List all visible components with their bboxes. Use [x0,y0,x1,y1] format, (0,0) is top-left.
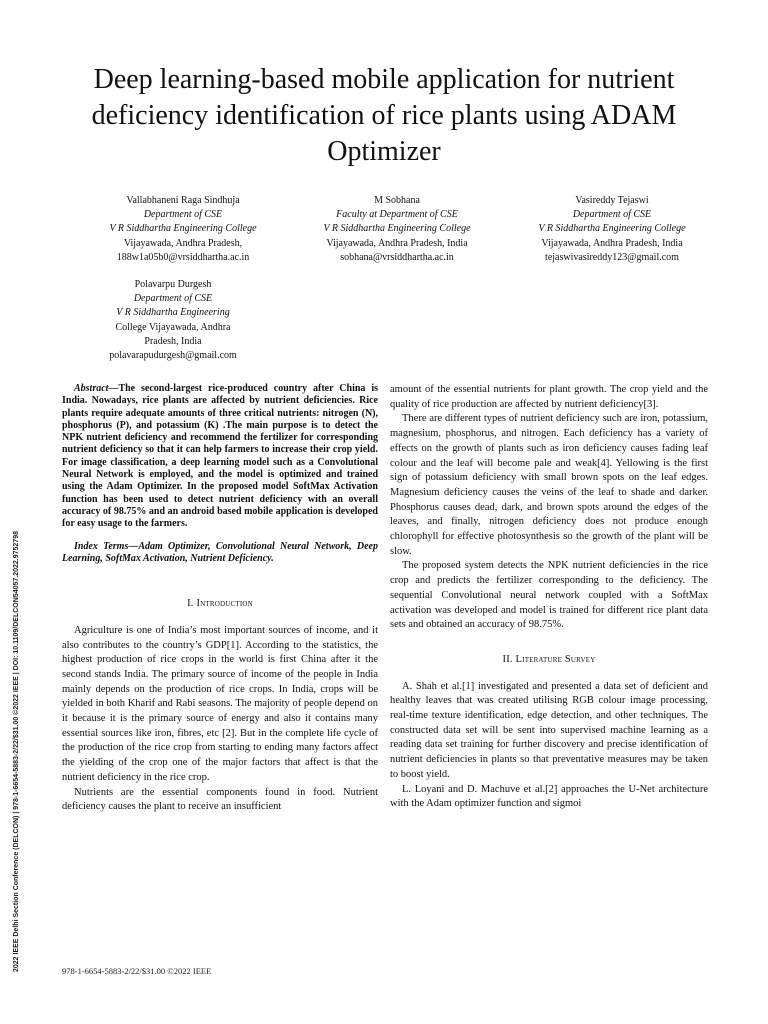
author-location: College Vijayawada, Andhra [115,321,231,333]
intro-paragraph-2: Nutrients are the essential components found in food. Nutrient deficiency causes the plant to receive an insufficient [62,786,378,813]
author-dept: Faculty at Department of CSE [336,209,458,221]
author-block-3 [527,194,697,265]
intro-paragraph-3: There are different types of nutrient deficiency such are iron, potassium, magnesium, phosphorus, and nitrogen. Each deficiency has a variety of effects on the growth of plants such as iron deficiency causes fading leaf colour and the leaf will become pale and weak[4]. Yellowing is the first sign of potassium deficiency with small brown spots on the leaf edges. Magnesium deficiency causes the veins of the leaf to shade and darker. Phosphorus causes dead, dark, and brown spots around the edges of the leaves, and finally, nitrogen deficiency does not produce enough chlorophyll for effective photosynthesis so the growth of the plant will be slow. [390,413,708,557]
right-column [390,383,708,812]
index-terms: Index Terms—Adam Optimizer, Convolutional Neural Network, Deep Learning, SoftMax Activation, Nutrient Deficiency. [62,540,378,564]
author-location-2: Pradesh, India [144,335,202,347]
left-column [62,383,378,815]
section-heading-introduction: I. Introduction [187,598,253,610]
author-email: 188w1a05b0@vrsiddhartha.ac.in [116,251,250,263]
page-footer: 978-1-6654-5883-2/22/$31.00 ©2022 IEEE [62,966,212,976]
author-location: Vijayawada, Andhra Pradesh, [123,237,243,249]
author-college: V R Siddhartha Engineering College [538,223,686,235]
author-name: Polavarpu Durgesh [134,279,212,290]
author-block-1 [98,194,268,265]
doi-side-note: 2022 IEEE Delhi Section Conference (DELCON) | 978-1-6654-5883-2/22/$31.00 ©2022 IEEE | DOI: 10.1109/DELCON54057.2022.9752798 [13,531,20,972]
paper-title: Deep learning-based mobile application for nutrient deficiency identification of rice plants using ADAM Optimizer [91,64,677,167]
author-college: V R Siddhartha Engineering [116,307,230,319]
author-dept: Department of CSE [572,209,652,221]
literature-paragraph-1: A. Shah et al.[1] investigated and presented a data set of deficient and healthy leaves that was created utilising RGB colour image processing, real-time texture identification, edge detection, and other techniques. The constructed data set will be sent into supervised machine learning as a reading data set training for further discovery and precise identification of nutrient deficiencies in plants so that preventative measures may be taken to boost yield. [390,680,708,780]
author-email: polavarapudurgesh@gmail.com [109,350,237,362]
intro-paragraph-4: The proposed system detects the NPK nutrient deficiencies in the rice crop and predicts the fertilizer corresponding to the deficiency. The sequential Convolutional neural network coupled with a SoftMax activation was developed and model is trained for different rice plant data sets and obtained an accuracy of 98.75%. [390,560,708,631]
author-location: Vijayawada, Andhra Pradesh, India [326,237,468,249]
author-name: Vasireddy Tejaswi [575,195,649,206]
author-college: V R Siddhartha Engineering College [323,223,471,235]
literature-paragraph-2: L. Loyani and D. Machuve et al.[2] approaches the U-Net architecture with the Adam optimizer function and sigmoi [390,783,708,810]
author-dept: Department of CSE [143,209,223,221]
author-dept: Department of CSE [133,293,213,305]
author-block-2 [312,194,482,265]
abstract-text: The second-largest rice-produced country after China is India. Nowadays, rice plants are affected by nutrient deficiencies. Rice plants require adequate amounts of three critical nutrients: nitrogen (N), phosphorus (P), and potassium (K) .The main purpose is to detect the NPK nutrient deficiency and recommend the fertilizer for corresponding nutrient deficiency so that it can help farmers to increase their crop yield. For image classification, a deep learning model such as a Convolutional Neural Network is employed, and the model is optimized and trained using the Adam Optimizer. In the proposed model SoftMax Activation function has been used to detect nutrient deficiency with an overall accuracy of 98.75% and an android based mobile application is developed for easy usage to the farmers. [62,383,378,530]
author-college: V R Siddhartha Engineering College [109,223,257,235]
author-email: sobhana@vrsiddhartha.ac.in [340,251,454,263]
author-name: M Sobhana [374,195,420,206]
author-email: tejaswivasireddy123@gmail.com [545,251,679,263]
abstract [62,383,378,531]
section-heading-literature-survey: II. Literature Survey [502,653,596,665]
intro-paragraph-2-continued: amount of the essential nutrients for plant growth. The crop yield and the quality of rice production are affected by nutrient deficiency[3]. [390,384,708,410]
intro-paragraph-1: Agriculture is one of India’s most important sources of income, and it also contributes to the country’s GDP[1]. According to the statistics, the highest production of rice crops in the world is first China after it the second stands India. The primary source of income of the people in India mainly depends on the production of rice crops. In India, crops will be yielded in both Kharif and Rabi seasons. The majority of people depend on it because it is the primary source of energy and also it contains many essential sources like iron, fibres, etc [2]. But in the complete life cycle of the production of the rice crop from starting to ending many factors affect the yielding of the crop one of the major factors that affect is that the nutrient deficiency in the rice crop. [62,624,378,783]
abstract-lead: Abstract— [74,383,119,394]
author-block-4 [98,278,248,363]
author-location: Vijayawada, Andhra Pradesh, India [541,237,683,249]
author-name: Vallabhaneni Raga Sindhuja [126,195,240,206]
